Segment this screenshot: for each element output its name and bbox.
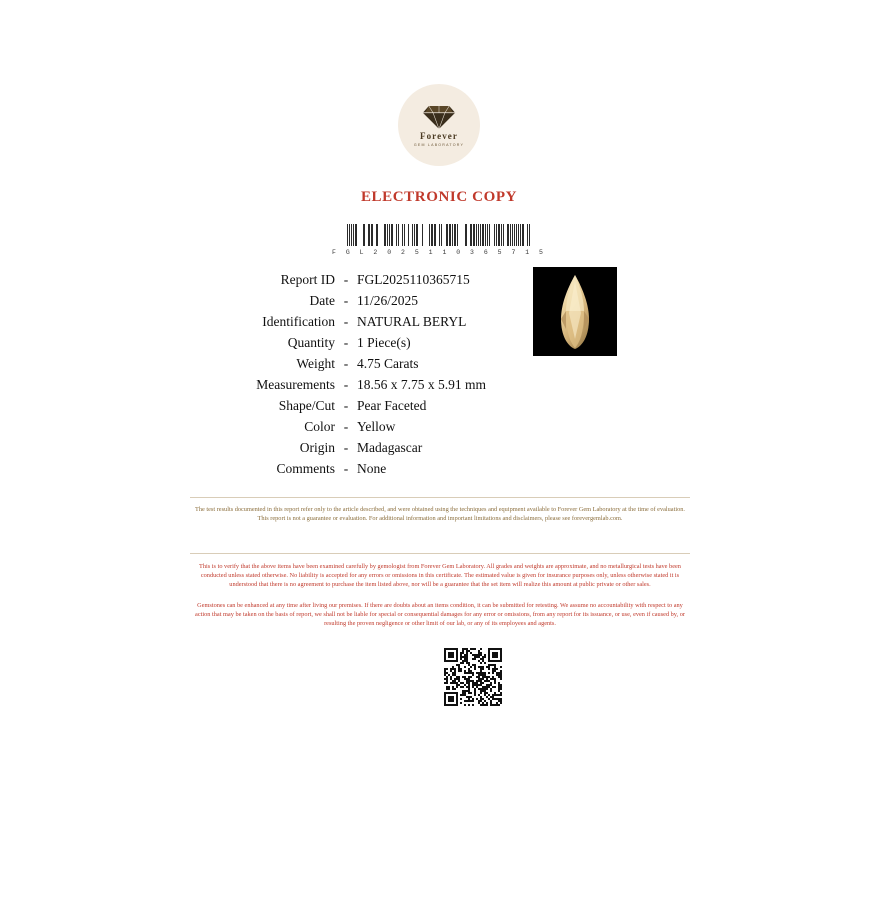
detail-value: 4.75 Carats xyxy=(357,356,419,371)
detail-label: Color xyxy=(304,419,335,434)
disclaimer-gold: The test results documented in this report refer only to the article described, and were obtained using the techniques and equipment available to Forever Gem Laboratory at the time of evaluation. This report is not a guarantee or evaluation. For additional information and important limitations and disclaimers, please see forevergemlab.com. xyxy=(195,506,685,523)
detail-value: Yellow xyxy=(357,419,396,434)
detail-row xyxy=(150,293,530,314)
detail-separator: - xyxy=(343,440,349,455)
detail-label: Measurements xyxy=(256,377,335,392)
detail-separator: - xyxy=(343,335,349,350)
disclaimer-verification: This is to verify that the above items have been examined carefully by gemologist from Forever Gem Laboratory. All grades and weights are approximate, and no metallurgical tests have been conducted unless stated otherwise. No liability is accepted for any errors or omissions in this certificate. The estimated value is given for insurance purposes only, unless otherwise stated it is understood that there is no agreement to purchase the item listed above, nor will be a guarantee that the set item will realize this amount at public private or other sales. xyxy=(199,563,681,589)
detail-value: 11/26/2025 xyxy=(357,293,419,308)
detail-row xyxy=(150,461,530,482)
detail-separator: - xyxy=(343,293,349,308)
divider-bottom xyxy=(190,553,690,554)
detail-value: NATURAL BERYL xyxy=(357,314,467,329)
detail-separator: - xyxy=(343,398,349,413)
diamond-icon xyxy=(422,104,456,130)
detail-value: Pear Faceted xyxy=(357,398,427,413)
report-details-table xyxy=(150,272,530,482)
barcode-number: F G L 2 0 2 5 1 1 0 3 6 5 7 1 5 xyxy=(332,249,546,256)
detail-value: None xyxy=(357,461,387,476)
detail-label: Weight xyxy=(296,356,335,371)
detail-value: Madagascar xyxy=(357,440,423,455)
detail-row xyxy=(150,335,530,356)
barcode xyxy=(0,224,878,256)
detail-row xyxy=(150,314,530,335)
logo-subtitle: GEM LABORATORY xyxy=(413,142,465,147)
detail-separator: - xyxy=(343,419,349,434)
detail-row xyxy=(150,377,530,398)
detail-label: Date xyxy=(309,293,335,308)
divider-top xyxy=(190,497,690,498)
qr-code-icon[interactable] xyxy=(439,648,507,706)
detail-row xyxy=(150,440,530,461)
detail-row xyxy=(150,272,530,293)
lab-logo xyxy=(0,84,878,166)
detail-label: Origin xyxy=(299,440,335,455)
detail-label: Report ID xyxy=(280,272,335,287)
detail-label: Shape/Cut xyxy=(278,398,335,413)
logo-circle xyxy=(398,84,480,166)
detail-row xyxy=(150,356,530,377)
detail-separator: - xyxy=(343,377,349,392)
detail-value: FGL2025110365715 xyxy=(357,272,470,287)
detail-row xyxy=(150,398,530,419)
detail-separator: - xyxy=(343,314,349,329)
detail-label: Comments xyxy=(276,461,335,476)
detail-label: Quantity xyxy=(287,335,335,350)
barcode-bars xyxy=(347,224,531,246)
detail-separator: - xyxy=(343,356,349,371)
logo-brand: Forever xyxy=(419,130,458,141)
detail-label: Identification xyxy=(262,314,335,329)
detail-row xyxy=(150,419,530,440)
electronic-copy-label: ELECTRONIC COPY xyxy=(360,189,518,205)
detail-value: 1 Piece(s) xyxy=(357,335,411,350)
detail-separator: - xyxy=(343,461,349,476)
detail-value: 18.56 x 7.75 x 5.91 mm xyxy=(357,377,487,392)
gemstone-photo xyxy=(533,267,617,356)
disclaimer-liability: Gemstones can be enhanced at any time after living our premises. If there are doubts about an items condition, it can be submitted for retesting. We assume no accountability with respect to any action that may be taken on the basis of report, we shall not be liable for special or consequential damages for any error or omissions, from any report for its issuance, or use, even if caused by, or resulting the proven negligence or other limit of our lab, or any of its employees and agents. xyxy=(195,602,685,628)
detail-separator: - xyxy=(343,272,349,287)
